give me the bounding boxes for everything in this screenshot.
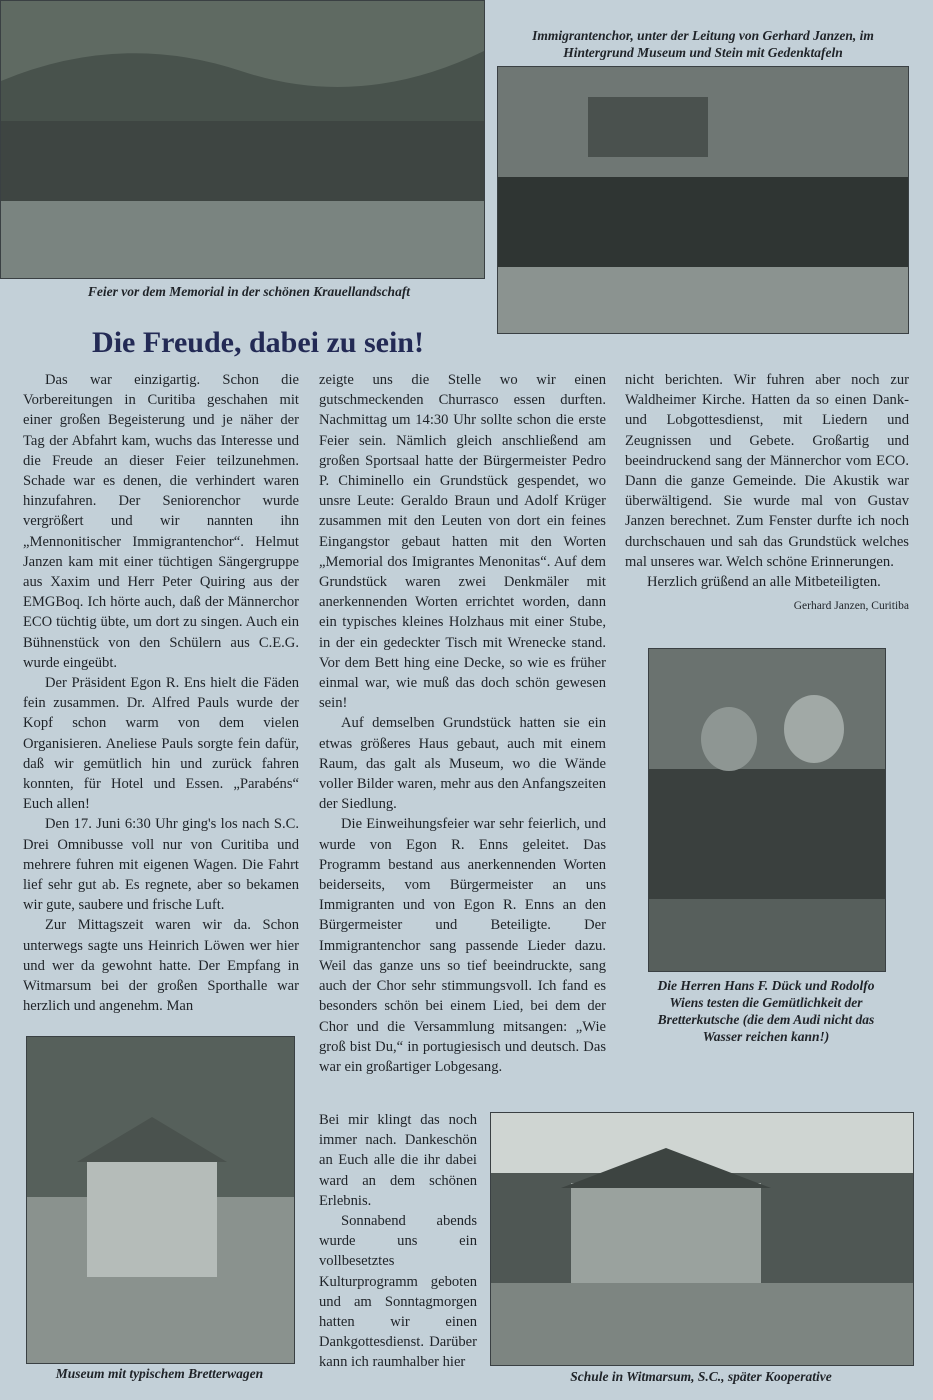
caption-memorial-celebration: Feier vor dem Memorial in der schönen Krauellandschaft [87, 284, 411, 299]
article-column-2 [319, 370, 606, 1077]
article-column-3 [625, 370, 909, 616]
paragraph: Zur Mittagszeit waren wir da. Schon unterwegs sagte uns Heinrich Löwen wer hier und wer da gewohnt hatte. Der Empfang in Witmarsum bei der großen Sporthalle war herzlich und angenehm. Man [23, 917, 299, 1015]
paragraph: Bei mir klingt das noch immer nach. Dankeschön an Euch alle die ihr dabei ward an dem schönen Erlebnis. [319, 1112, 477, 1209]
caption-carriage-men: Die Herren Hans F. Dück und Rodolfo Wiens testen die Gemütlichkeit der Bretterkutsche (die dem Audi nicht das Wasser reichen kann!) [657, 978, 875, 1044]
paragraph: Der Präsident Egon R. Ens hielt die Fäden fein zusammen. Dr. Alfred Pauls wurde der Kopf schon warm von dem vielen Organisieren. Aneliese Pauls sorgte fein dafür, daß wir gemütlich hin und zurück fahren konnten, für Hotel und Essen. „Parabéns“ Euch allen! [23, 675, 299, 813]
caption-immigrant-choir: Immigrantenchor, unter der Leitung von Gerhard Janzen, im Hintergrund Museum und Stein mit Gedenktafeln [532, 28, 874, 60]
photo-school-witmarsum [490, 1112, 914, 1366]
caption-school-witmarsum: Schule in Witmarsum, S.C., später Kooperative [570, 1369, 832, 1384]
paragraph: zeigte uns die Stelle wo wir einen gutschmeckenden Churrasco essen durften. Nachmittag um 14:30 Uhr sollte schon die erste Feier sein. Nämlich gleich anschließend am großen Sportsaal hatte der Bürgermeister Pedro P. Chiminello ein Grundstück gespendet, wo unsre Leute: Geraldo Braun und Adolf Krüger zusammen mit den Leuten von dort ein feines Eingangstor gebaut hatten mit den Worten „Memorial dos Imigrantes Menonitas“. Auf dem Grundstück waren zwei Denkmäler mit anerkennenden Worten errichtet worden, dann ein typisches kleines Holzhaus mit einer Stube, in der ein gedeckter Tisch mit Wrenecke stand. Vor dem Bett hing eine Decke, so wie es früher einmal war, wie muß das doch schön gewesen sein! [319, 372, 606, 712]
article-column-2-narrow [319, 1110, 477, 1373]
caption-museum-wagon: Museum mit typischem Bretterwagen [55, 1366, 264, 1381]
article-title: Die Freude, dabei zu sein! [92, 326, 424, 359]
paragraph: nicht berichten. Wir fuhren aber noch zur Waldheimer Kirche. Hatten da so einen Dank- und Lobgottesdienst, mit Liedern und Zeugnissen und Gebete. Großartig und beeindruckend sang der Männerchor vom ECO. Dann die ganze Gemeinde. Die Akustik war überwältigend. Sie wurde mal von Gustav Janzen berechnet. Zum Fenster durfte ich noch durchschauen und sah das Grundstück welches mal unseres war. Welch schöne Erinnerungen. [625, 372, 909, 570]
paragraph: Auf demselben Grundstück hatten sie ein etwas größeres Haus gebaut, auch mit einem Raum, das galt als Museum, wo die Wände voller Bilder waren, mehr aus den Anfangszeiten der Siedlung. [319, 715, 606, 813]
paragraph: Herzlich grüßend an alle Mitbeteiligten. [647, 574, 881, 591]
photo-immigrant-choir [497, 66, 909, 334]
paragraph: Sonnabend abends wurde uns ein vollbesetztes Kulturprogramm geboten und am Sonntagmorgen hatten wir einen Dankgottesdienst. Darüber kann ich raumhalber hier [319, 1213, 477, 1371]
photo-carriage-men [648, 648, 886, 972]
paragraph: Das war einzigartig. Schon die Vorbereitungen in Curitiba geschahen mit einer großen Begeisterung und je näher der Tag der Abfahrt kam, wuchs das Interesse und die Freude an dieser Feier teilzunehmen. Schade war es denen, die verhindert waren hinzufahren. Der Seniorenchor wurde vergrößert und wir nannten ihn „Mennonitischer Immigrantenchor“. Helmut Janzen kam mit einer tüchtigen Sängergruppe aus Xaxim und Herr Peter Quiring aus der EMGBoq. Ich hörte auch, daß der Männerchor ECO tüchtig übte, um dort zu singen. Auch ein Bühnenstück von den Schülern aus C.E.G. wurde eingeübt. [23, 372, 299, 671]
article-column-1 [23, 370, 299, 1017]
paragraph: Die Einweihungsfeier war sehr feierlich, und wurde von Egon R. Enns geleitet. Das Programm bestand aus anerkennenden Worten beiderseits, vom Bürgermeister an uns Immigranten und von Egon R. Enns an den Bürgermeister und Beteiligte. Der Immigrantenchor sang passende Lieder dazu. Weil das ganze uns so tief beeindruckte, sang auch der Chor sehr stimmungsvoll. Ich fand es besonders schön bei einem Lied, bei dem der Chor und die Versammlung mitsangen: „Wie groß bist Du,“ in portugiesisch und deutsch. Das war ein großartiger Lobgesang. [319, 816, 606, 1075]
paragraph: Den 17. Juni 6:30 Uhr ging's los nach S.C. Drei Omnibusse voll nur von Curitiba und mehrere fuhren mit eigenen Wagen. Die Fahrt lief sehr gut ab. Es regnete, aber so bekamen wir gute, saubere und frische Luft. [23, 816, 299, 914]
photo-memorial-celebration [0, 0, 485, 279]
byline: Gerhard Janzen, Curitiba [793, 600, 909, 613]
photo-museum-wagon [26, 1036, 295, 1364]
